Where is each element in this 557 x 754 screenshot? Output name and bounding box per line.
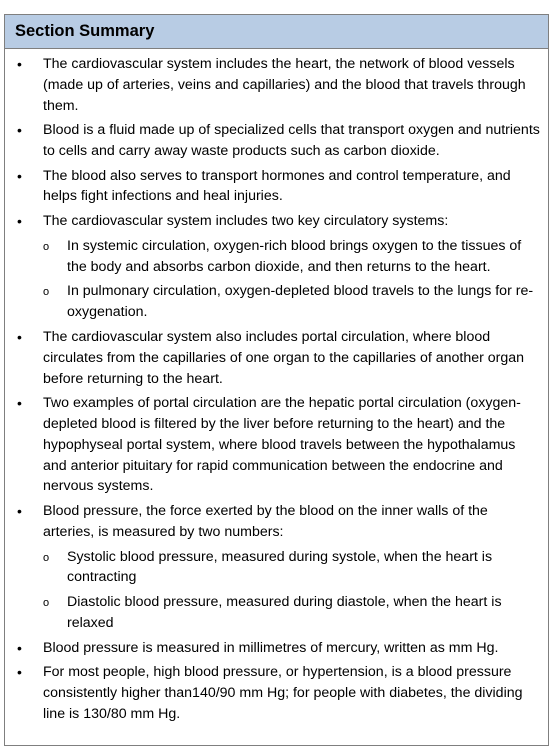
list-item-text: The cardiovascular system includes two key circulatory systems: [43,212,449,229]
list-item [5,327,548,389]
list-item [5,393,548,497]
bullet-icon: • [17,639,22,656]
sub-bullet-icon: o [43,240,50,253]
sub-list-item [43,547,540,589]
list-item [5,120,548,162]
bullet-icon: • [17,502,22,519]
bullet-icon: • [17,122,22,139]
sub-list-item-text: In pulmonary circulation, oxygen-depleted blood travels to the lungs for re-oxygenation. [67,283,534,321]
sub-list-item-text: In systemic circulation, oxygen-rich blood brings oxygen to the tissues of the body and absorbs carbon dioxide, and then returns to the heart. [67,237,522,275]
bullet-icon: • [17,395,22,412]
list-item-text: Blood pressure is measured in millimetres of mercury, written as mm Hg. [43,639,499,656]
list-item [5,638,548,659]
sub-bullet-icon: o [43,551,50,564]
sub-list-item-text: Systolic blood pressure, measured during systole, when the heart is contracting [67,548,493,586]
list-item [5,662,548,724]
section-summary-title: Section Summary [5,15,548,49]
summary-list [5,49,548,725]
sub-list-item [43,236,540,278]
list-item-text: For most people, high blood pressure, or hypertension, is a blood pressure consistently higher than140/90 mm Hg; for people with diabetes, the dividing line is 130/80 mm Hg. [43,664,523,722]
sub-bullet-icon: o [43,597,50,610]
list-item-text: The cardiovascular system also includes portal circulation, where blood circulates from the capillaries of one organ to the capillaries of another organ before returning to the heart. [43,328,525,387]
list-item [5,166,548,208]
list-item [5,211,548,323]
bullet-icon: • [17,664,22,681]
bullet-icon: • [17,56,22,72]
list-item [5,501,548,634]
sub-list-item-text: Diastolic blood pressure, measured during diastole, when the heart is relaxed [67,594,502,631]
sub-list-item [43,592,540,634]
bullet-icon: • [17,167,22,184]
sub-list-item [43,281,540,323]
sub-bullet-icon: o [43,286,50,299]
list-item-text: Blood is a fluid made up of specialized cells that transport oxygen and nutrients to cells and carry away waste products such as carbon dioxide. [43,122,540,159]
list-item [5,54,548,116]
sub-list [43,236,540,323]
list-item-text: Blood pressure, the force exerted by the blood on the inner walls of the arteries, is measured by two numbers: [43,502,488,540]
list-item-text: Two examples of portal circulation are the hepatic portal circulation (oxygen-depleted blood is filtered by the liver before returning to the heart) and the hypophyseal portal system, where blood travels between the hypothalamus and anterior pituitary for rapid communication between the endocrine and nervous systems. [43,395,521,495]
list-item-text: The blood also serves to transport hormones and control temperature, and helps fight infections and heal injuries. [43,167,511,205]
sub-list [43,547,540,634]
bullet-icon: • [17,328,22,345]
section-summary-box [4,14,549,746]
list-item-text: The cardiovascular system includes the heart, the network of blood vessels (made up of arteries, veins and capillaries) and the blood that travels through them. [43,56,526,114]
bullet-icon: • [17,212,22,229]
